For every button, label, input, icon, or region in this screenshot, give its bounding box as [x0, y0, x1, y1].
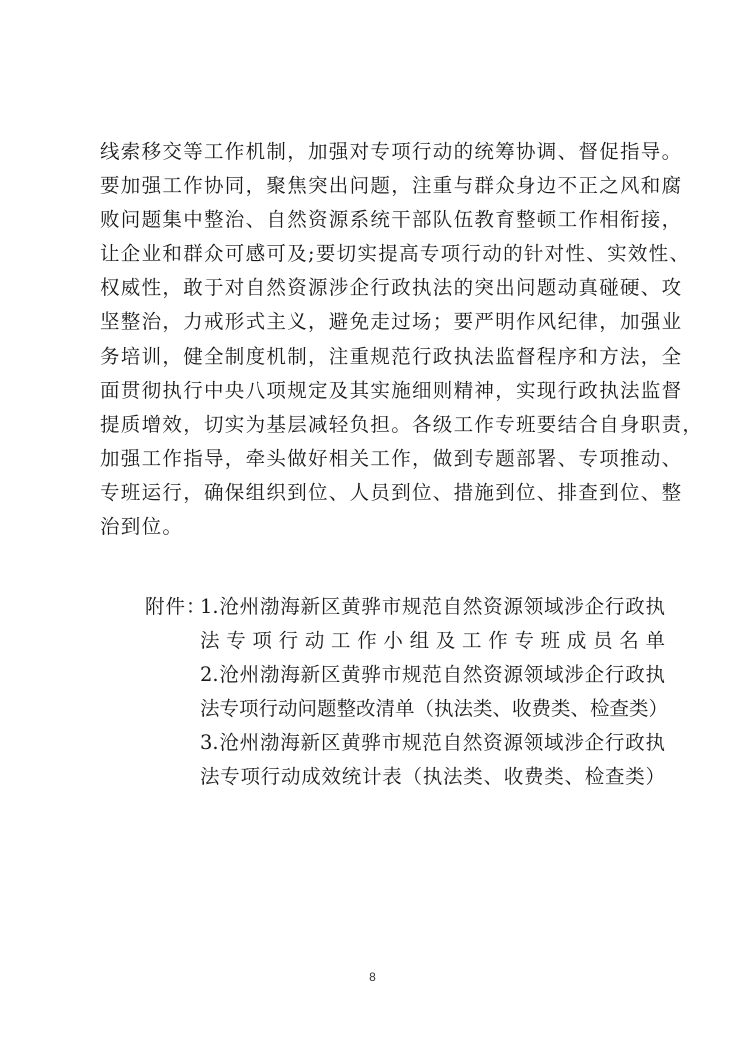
body-line: 权威性，敢于对自然资源涉企行政执法的突出问题动真碰硬、攻 [100, 276, 683, 300]
body-line: 面贯彻执行中央八项规定及其实施细则精神，实现行政执法监督 [100, 378, 683, 402]
body-text [100, 135, 704, 544]
body-line: 败问题集中整治、自然资源系统干部队伍教育整顿工作相衔接， [100, 208, 683, 232]
body-line: 线索移交等工作机制，加强对专项行动的统筹协调、督促指导。 [100, 140, 683, 163]
attachment-line: 法专项行动成效统计表（执法类、收费类、检查类） [200, 765, 665, 789]
attachment-line: 法专项行动问题整改清单（执法类、收费类、检查类） [200, 697, 669, 721]
attachment-line: 1.沧州渤海新区黄骅市规范自然资源领域涉企行政执 [200, 595, 665, 618]
body-line: 让企业和群众可感可及;要切实提高专项行动的针对性、实效性、 [100, 242, 691, 266]
attachment-line: 法专项行动工作小组及工作专班成员名单 [200, 629, 665, 653]
body-line: 治到位。 [100, 515, 184, 539]
attachment-item-2: 2.沧州渤海新区黄骅市规范自然资源领域涉企行政执 [200, 663, 665, 687]
attachments-list [145, 590, 669, 795]
page-number: 8 [369, 970, 376, 984]
body-line: 坚整治，力戒形式主义，避免走过场；要严明作风纪律，加强业 [100, 310, 683, 334]
body-line: 务培训，健全制度机制，注重规范行政执法监督程序和方法，全 [100, 344, 683, 368]
body-line: 要加强工作协同，聚焦突出问题，注重与群众身边不正之风和腐 [100, 174, 683, 198]
attachment-item-3: 3.沧州渤海新区黄骅市规范自然资源领域涉企行政执 [200, 731, 665, 755]
body-line: 专班运行，确保组织到位、人员到位、措施到位、排查到位、整 [100, 480, 683, 504]
attachment-item-1 [145, 590, 665, 624]
attachments-label: 附件： [145, 595, 207, 618]
body-line: 提质增效，切实为基层减轻负担。各级工作专班要结合自身职责， [100, 412, 704, 436]
body-line: 加强工作指导，牵头做好相关工作，做到专题部署、专项推动、 [100, 446, 683, 470]
